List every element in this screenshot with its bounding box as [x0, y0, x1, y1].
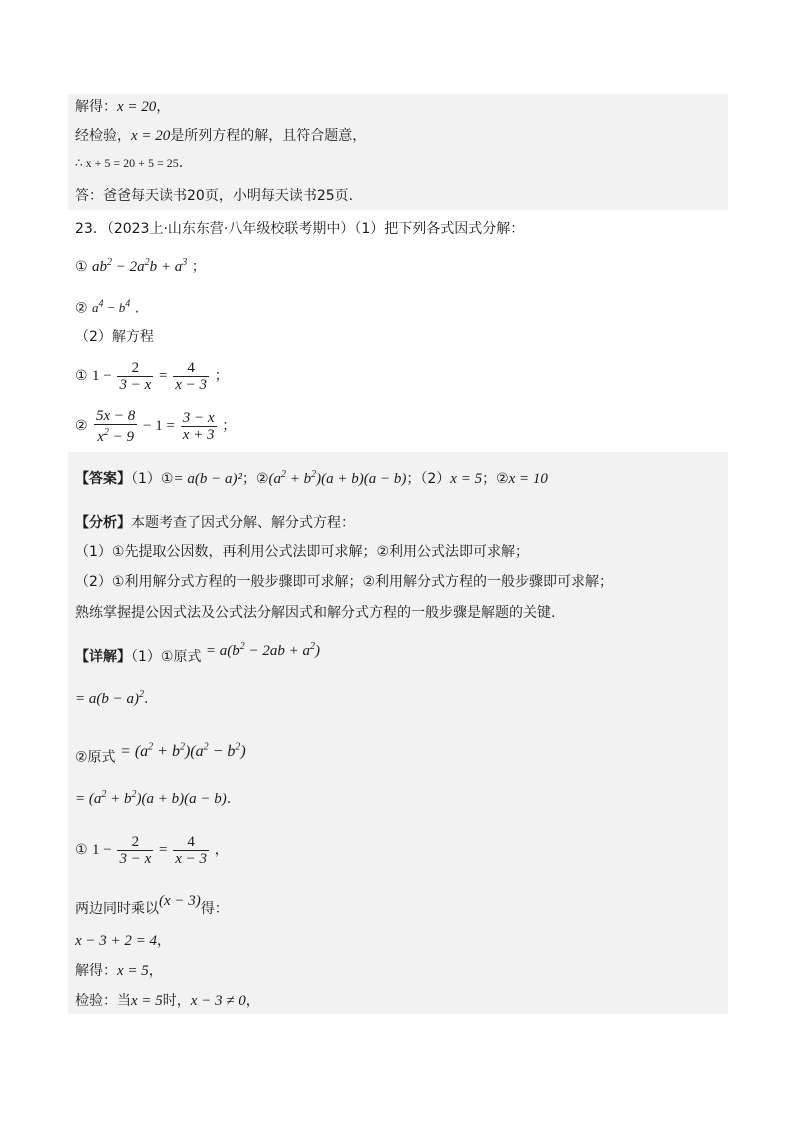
therefore-line: ∴ x + 5 = 20 + 5 = 25. [75, 155, 184, 171]
solution-shade-answer [68, 452, 728, 1014]
detail-expr-4: = $(a^2 + b^2)(a + b)(a - b)$ [75, 789, 227, 807]
detail-line-1: 【详解】（1）①原式 = $a(b^2 - 2ab + a^2)$ [75, 641, 321, 665]
answer-math-2: $(a^2 + b^2)(a + b)(a - b)$ [268, 469, 407, 487]
detail-line-3: ②原式 = $(a^2 + b^2)(a^2 - b^2)$ [75, 742, 246, 766]
detail-expr-1: = $a(b^2 - 2ab + a^2)$ [205, 641, 321, 659]
factor-problem-2: ② $a^4 - b^4$ . [75, 299, 140, 317]
detail-label: 【详解】 [75, 649, 131, 665]
equation-2: ② $\frac{5x - 8}{x^2 - 9}$ − 1 = $\frac{3 - x}{x + 3}$ ； [75, 408, 237, 446]
detail-check-x: x = 5 [131, 993, 163, 1009]
answer-label: 【答案】 [75, 471, 131, 487]
expr-factor-2: $a^4 - b^4$ [92, 299, 131, 316]
analysis-line-1: 【分析】本题考查了因式分解、解分式方程： [75, 515, 355, 531]
equation-1: ① 1 − $\frac{2}{3 - x}$ = $\frac{4}{x - 3}$ ； [75, 360, 229, 394]
answer-math-4: x = 10 [508, 471, 548, 487]
expr-factor-1: $ab^2 - 2a^2b + a^3$ [92, 257, 188, 275]
detail-eq-linear: x − 3 + 2 = 4 [75, 933, 158, 949]
analysis-label: 【分析】 [75, 515, 131, 531]
detail-expr-2: = $a(b - a)^2$ [75, 689, 144, 707]
analysis-line-4: 熟练掌握提公因式法及公式法分解因式和解分式方程的一般步骤是解题的关键. [75, 605, 556, 621]
answer-math-1: = a(b − a)² [173, 471, 242, 487]
detail-line-9: 检验：当x = 5时，x − 3 ≠ 0， [75, 993, 260, 1009]
detail-line-8: 解得：x = 5， [75, 963, 163, 979]
eq2-expr: $\frac{5x - 8}{x^2 - 9}$ − 1 = $\frac{3 - x}{x + 3}$ [96, 408, 215, 446]
detail-line-6: 两边同时乘以(x − 3)得： [75, 893, 229, 917]
answer-line: 答：爸爸每天读书20页，小明每天读书25页. [75, 188, 354, 204]
check-line: 经检验，x = 20是所列方程的解，且符合题意， [75, 128, 367, 144]
detail-line-7: x − 3 + 2 = 4， [75, 933, 172, 949]
analysis-line-2: （1）①先提取公因数，再利用公式法即可求解；②利用公式法即可求解； [75, 544, 530, 560]
detail-line-4: = $(a^2 + b^2)(a + b)(a - b)$. [75, 789, 232, 807]
detail-check-expr: x − 3 ≠ 0 [190, 993, 246, 1009]
detail-expr-3: = $(a^2 + b^2)(a^2 - b^2)$ [120, 742, 246, 761]
question-header: 23．（2023上·山东东营·八年级校联考期中）（1）把下列各式因式分解： [75, 221, 525, 237]
detail-line-2: = $a(b - a)^2$. [75, 689, 149, 707]
math-x-20-check: x = 20 [131, 128, 171, 144]
detail-solution: x = 5 [117, 963, 149, 979]
part2-label: （2）解方程 [75, 329, 154, 345]
detail-multiplier: (x − 3) [159, 893, 201, 909]
eq1-expr: 1 − $\frac{2}{3 - x}$ = $\frac{4}{x - 3}$ [92, 360, 208, 394]
detail-line-5: ① 1 − $\frac{2}{3 - x}$ = $\frac{4}{x - 3}$ ， [75, 834, 229, 868]
math-x-20: x = 20 [117, 99, 157, 115]
analysis-line-3: （2）①利用解分式方程的一般步骤即可求解；②利用解分式方程的一般步骤即可求解； [75, 574, 614, 590]
math-therefore: ∴ x + 5 = 20 + 5 = 25 [75, 156, 179, 170]
detail-eq1: 1 − $\frac{2}{3 - x}$ = $\frac{4}{x - 3}$ [92, 834, 208, 868]
answer-summary: 【答案】（1）①= a(b − a)²；$②(a^2 + b^2)(a + b)(a - b)$；（2）x = 5；②x = 10 [75, 469, 548, 487]
answer-math-3: x = 5 [450, 471, 483, 487]
solve-line: 解得：x = 20， [75, 99, 171, 115]
factor-problem-1: ① $ab^2 - 2a^2b + a^3$ ； [75, 257, 206, 275]
